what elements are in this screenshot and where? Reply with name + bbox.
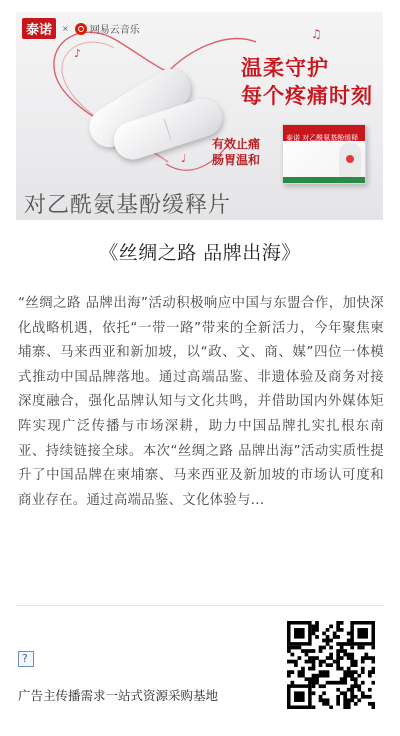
question-mark-icon[interactable] <box>18 651 34 667</box>
partner-logo <box>75 21 140 36</box>
article-title: 《丝绸之路 品牌出海》 <box>99 242 301 264</box>
brand-logo: 泰诺 <box>22 18 56 39</box>
netease-music-icon <box>75 23 87 35</box>
body-figure-icon <box>339 143 361 177</box>
article-body: “丝绸之路 品牌出海”活动积极响应中国与东盟合作，加快深化战略机遇，依托“一带一路”带来的全新活力，今年聚焦柬埔寨、马来西亚和新加坡，以“政、文、商、媒”四位一体模式推动中国品牌落地。通过高端品鉴、非遗体验及商务对接深度融合，强化品牌认知与文化共鸣，并借助国内外媒体矩阵实现广泛传播与市场深耕，助力中国品牌扎实扎根东南亚、持续链接全球。本次“丝绸之路 品牌出海”活动实质性提升了中国品牌在柬埔寨、马来西亚及新加坡的市场认可度和商业存在。通过高端品鉴、文化体验与... <box>18 296 384 508</box>
product-box-image <box>282 124 366 184</box>
product-box-band <box>283 125 365 163</box>
svg-text:♫: ♫ <box>311 27 322 41</box>
svg-text:♩: ♩ <box>181 152 187 165</box>
feature-line-2: 肠胃温和 <box>212 153 261 167</box>
svg-text:♪: ♪ <box>74 47 82 60</box>
qr-code-icon <box>287 621 375 709</box>
product-box-label: 泰诺 对乙酰氨基酚缓释片 <box>283 134 359 163</box>
ad-slogan <box>241 54 373 110</box>
ad-features <box>212 136 260 168</box>
footer-text: 广告主传播需求一站式资源采购基地 <box>18 688 219 703</box>
partner-name: 网易云音乐 <box>89 25 140 36</box>
divider <box>16 605 384 606</box>
slogan-line-1: 温柔守护 <box>241 56 329 80</box>
separator-x: × <box>62 24 69 33</box>
ad-banner[interactable] <box>16 12 383 220</box>
product-name: 对乙酰氨基酚缓释片 <box>24 193 232 218</box>
product-box-stripe <box>283 177 365 183</box>
brand-row <box>22 18 140 39</box>
feature-line-1: 有效止痛 <box>212 137 261 151</box>
slogan-line-2: 每个疼痛时刻 <box>241 84 373 108</box>
